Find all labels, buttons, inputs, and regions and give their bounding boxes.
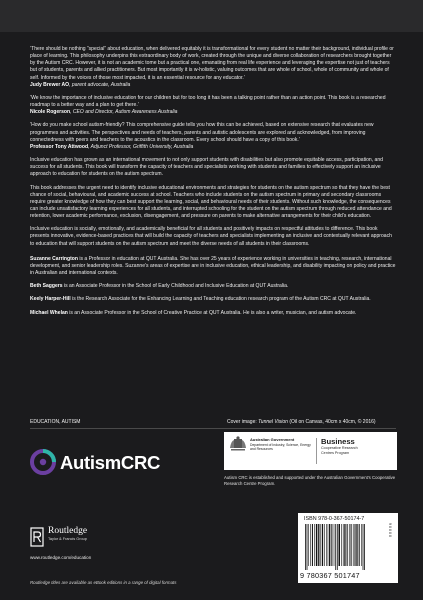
divider <box>30 428 396 429</box>
barcode-bar <box>343 524 344 566</box>
quote-attribution <box>30 144 396 151</box>
quote-role: , Adjunct Professor, Griffith University, Australia <box>88 143 194 150</box>
barcode-bar <box>341 524 342 566</box>
barcode-bar <box>334 524 335 566</box>
barcode-bar <box>320 524 321 566</box>
author-bio <box>30 256 396 277</box>
barcode-bar <box>363 524 364 570</box>
endorsement-quote <box>30 46 396 89</box>
author-name: Suzanne Carrington <box>30 255 78 262</box>
government-note: Autism CRC is established and supported under the Australian Government’s Cooperative Research Centre Program. <box>224 475 396 487</box>
barcode-bar <box>328 524 329 566</box>
government-text <box>250 437 312 452</box>
endorsement-quote <box>30 122 396 151</box>
cover-credit-prefix: Cover image: <box>227 419 259 425</box>
quote-attribution <box>30 82 396 89</box>
quote-author: Judy Brewer AO <box>30 81 70 88</box>
endorsement-quote <box>30 95 396 116</box>
barcode-bar <box>307 524 308 570</box>
publisher-url[interactable]: www.routledge.com/education <box>30 555 92 560</box>
barcode-bar <box>344 524 345 566</box>
quote-text: ‘There should be nothing “special” about education, when delivered equitably it is transformational for every student no matter their background, individual profile or place of learning. This philosophy underpins this extraordinary body of work, created through the unique and diverse collaboration of researchers brought together by the Autism CRC. However, it is not an academic tome but a practical one, emanating from real life experience and leveraging the expertise not just of teachers but of students, parents and allied practitioners. But most importantly it is w-holistic, valuing outcomes that are whole of school, whole of community and whole of self. Informed by the voices of those most impacted, it is an essential resource for any educator.’ <box>30 46 394 81</box>
barcode-bar <box>359 524 360 566</box>
barcode-bar <box>329 524 330 566</box>
barcode-bar <box>356 524 357 566</box>
quote-author: Nicole Rogerson <box>30 109 71 116</box>
barcode-bar <box>305 524 306 570</box>
barcode-bar <box>316 524 318 566</box>
coat-of-arms-icon <box>228 436 248 452</box>
barcode-bar <box>353 524 354 566</box>
ebook-note: Routledge titles are available as eBook editions in a range of digital formats <box>30 580 177 585</box>
barcode-bar <box>314 524 315 566</box>
author-bio-text: is a Professor in education at QUT Australia. She has over 25 years of experience working in universities in teaching, research, international development, and senior leadership roles. Suzanne’s areas of expertise are in inclusive education, ethical leadership, and disability impacting on policy and practice in Australian and international contexts. <box>30 255 396 277</box>
author-bios <box>30 256 396 317</box>
barcode-bar <box>318 524 319 566</box>
price-code-text: 9 0 0 0 0 <box>388 523 392 537</box>
government-logo-box <box>224 432 397 470</box>
government-department: Department of Industry, Science, Energy and Resources <box>250 443 311 452</box>
barcode-bar <box>335 524 336 570</box>
barcode-bar <box>347 524 348 566</box>
quote-text: ‘We know the importance of inclusive education for our children but for too long it has been a talking point rather than an action point. This book is a researched roadmap to a better way and a plan to get there.’ <box>30 94 386 109</box>
cover-credit-details: (Oil on Canvas, 40cm x 40cm, © 2016) <box>287 419 376 425</box>
barcode-bar <box>355 524 356 566</box>
author-bio-text: is an Associate Professor in the School of Early Childhood and Inclusive Education at QUT Australia. <box>62 283 289 290</box>
quote-attribution <box>30 109 396 116</box>
barcode-bar <box>361 524 362 566</box>
barcode-bar <box>324 524 325 566</box>
author-bio <box>30 310 396 317</box>
cover-image-credit <box>227 419 402 425</box>
isbn-barcode <box>298 513 398 583</box>
quote-role: , parent advocate, Australia <box>69 81 131 88</box>
autism-crc-mark-icon <box>30 449 56 475</box>
isbn-digits: 9 780367 501747 <box>300 571 360 580</box>
barcode-bar <box>310 524 311 566</box>
routledge-mark-icon <box>30 527 44 547</box>
barcode-bar <box>308 524 309 566</box>
barcode-bar <box>349 524 350 566</box>
barcode-bar <box>326 524 327 566</box>
author-bio-text: is an Associate Professor in the School of Creative Practice at QUT Australia. He is also a writer, musician, and autism advocate. <box>67 309 357 316</box>
author-name: Keely Harper-Hill <box>30 296 71 303</box>
barcode-bar <box>351 524 352 566</box>
isbn-label: ISBN 978-0-367-50174-7 <box>304 516 365 522</box>
government-name: Australian Government <box>250 437 295 442</box>
author-bio <box>30 283 396 290</box>
blurb-paragraph: Inclusive education is socially, emotionally, and academically beneficial for all students and positively impacts on respectful attitudes to difference. This book presents innovative, evidence-based practices that will build the capacity of teachers and specialists implementing an inclusive and contextually relevant approach to education that will support students on the autism spectrum and meet the diverse needs of all students in their classrooms. <box>30 226 392 247</box>
barcode-bar <box>337 524 338 570</box>
autism-crc-wordmark <box>60 452 160 474</box>
quote-author: Professor Tony Attwood <box>30 143 89 150</box>
barcode-bar <box>339 524 341 566</box>
price-code <box>388 523 394 571</box>
barcode-icon <box>304 524 384 570</box>
barcode-bar <box>322 524 323 566</box>
autism-crc-word-b: CRC <box>120 452 161 473</box>
publisher-group: Taylor & Francis Group <box>48 537 87 541</box>
barcode-bar <box>364 524 365 570</box>
cover-text <box>30 46 396 323</box>
subject-category: EDUCATION, AUTISM <box>30 419 81 425</box>
cover-credit-title: Tunnel Vision <box>258 419 288 425</box>
program-title: Business <box>321 437 355 446</box>
quote-text: ‘How do you make school autism-friendly? This comprehensive guide tells you how this can be achieved, based on extensive research that evaluates new programmes and activities. The perspectives and needs of teachers, parents and autistic adolescents are explored and acknowledged, from improving connectedness with peers and teachers to the acoustics in the classroom. Every school should have a copy of this book.’ <box>30 122 374 143</box>
barcode-bar <box>331 524 332 566</box>
divider <box>316 438 317 464</box>
author-bio-text: is the Research Associate for the Enhancing Learning and Teaching education research program of the Autism CRC at QUT Australia. <box>70 296 371 303</box>
blurb-paragraph: Inclusive education has grown as an international movement to not only support students with disabilities but also promote equitable access, participation, and success for all students. This book will transform the capacity of teachers and specialists working with students and families to effectively support an inclusive approach to education for students on the autism spectrum. <box>30 157 383 178</box>
author-bio <box>30 296 396 303</box>
author-name: Michael Whelan <box>30 309 68 316</box>
autism-crc-word-a: Autism <box>60 452 121 473</box>
barcode-bar <box>312 524 313 566</box>
top-band <box>0 0 423 32</box>
blurb-paragraph: This book addresses the urgent need to identify inclusive educational environments and strategies for students on the autism spectrum so that they have the best chance of social, behavioural, and academic success at school. Teachers who include students on the autism spectrum in primary and secondary classrooms require greater knowledge of how they can best support the learning, social, and behavioural needs of their students. Without such knowledge, the consequences can include unsatisfactory learning experiences for all students, and interrupted schooling for the student on the autism spectrum through reduced attendance and retention, lower academic performance, exclusion, disengagement, and pressure on parents to make alternative arrangements for their child’s education. <box>30 184 392 220</box>
author-name: Beth Saggers <box>30 283 63 290</box>
autism-crc-logo <box>30 449 160 475</box>
program-subtitle: Cooperative Research <box>321 446 358 451</box>
publisher-name: Routledge <box>48 526 88 536</box>
quote-role: , CEO and Director, Autism Awareness Australia <box>70 109 178 116</box>
publisher-logo <box>30 527 210 553</box>
program-subtitle: Centres Program <box>321 451 350 456</box>
crc-program-logo <box>321 438 395 456</box>
